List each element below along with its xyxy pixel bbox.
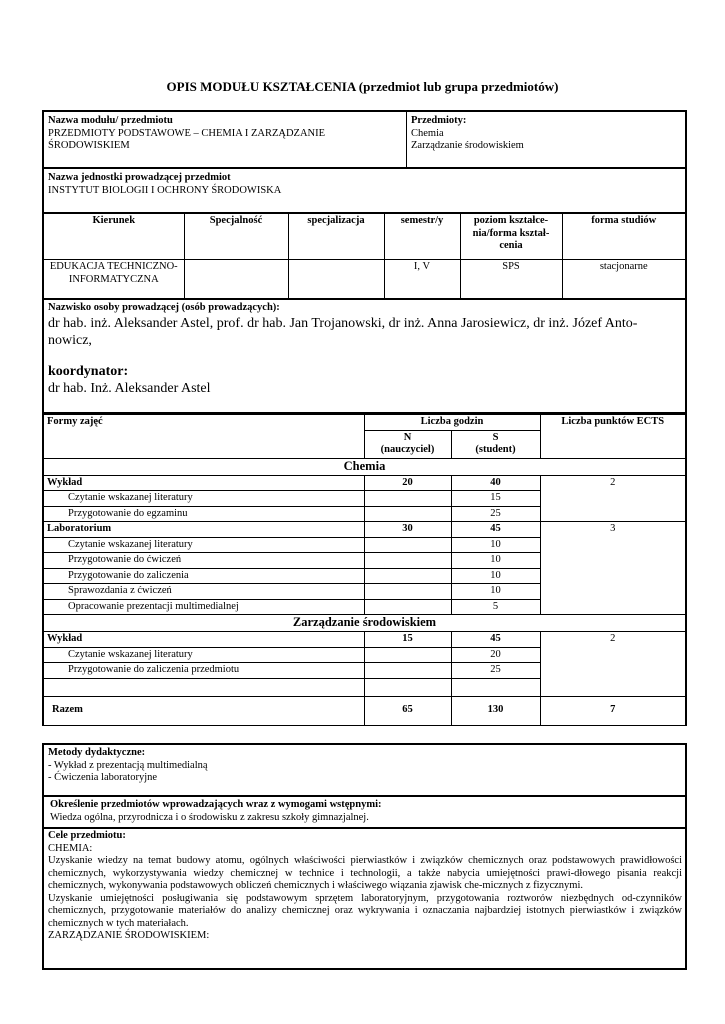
activity-hours: 10	[451, 537, 540, 553]
col-header-specjalnosc: Specjalność	[184, 214, 288, 260]
section-zarzadzanie: Zarządzanie środowiskiem	[44, 615, 685, 632]
row-wyklad-chem-s: 40	[451, 475, 540, 491]
activity-label: Przygotowanie do ćwiczeń	[44, 553, 364, 569]
program-table	[44, 213, 685, 300]
activity-hours: 25	[451, 663, 540, 679]
row-wyklad-chem-label: Wykład	[44, 475, 364, 491]
goals-paragraph-1: Uzyskanie wiedzy na temat budowy atomu, ogólnych właściwości pierwiastków i związków chemicznych oraz podstawowych prawidłowości chemicznych, wykorzystywania wiedzy chemicznej w technice i technologii, a także nabycia umiejętności prawi-dłowego pisania reakcji chemicznych, wykonywania podstawowych obliczeń chemicznych i właściwego wiązania zjawisk che-micznych z fizycznymi.	[48, 855, 682, 891]
row-lab-n: 30	[364, 522, 451, 538]
col-header-semestr: semestr/y	[384, 214, 460, 260]
lecturers-label: Nazwisko osoby prowadzącej (osób prowadzących):	[48, 302, 280, 313]
cell-forma: stacjonarne	[562, 260, 685, 300]
method-item: - Ćwiczenia laboratoryjne	[48, 772, 158, 783]
module-name-value-1: PRZEDMIOTY PODSTAWOWE – CHEMIA I ZARZĄDZANIE	[48, 127, 326, 139]
header-s: S (student)	[451, 430, 540, 458]
row-wyklad-env-ects: 2	[540, 632, 685, 697]
activity-hours: 10	[451, 553, 540, 569]
activity-hours: 20	[451, 647, 540, 663]
module-name-cell	[48, 115, 403, 153]
goals-chem-head: CHEMIA:	[48, 842, 93, 854]
cell-specjalnosc	[184, 260, 288, 300]
header-forms: Formy zajęć	[44, 415, 364, 459]
module-name-label: Nazwa modułu/ przedmiotu	[48, 115, 173, 126]
goals-env-head: ZARZĄDZANIE ŚRODOWISKIEM:	[48, 930, 210, 941]
activity-label: Czytanie wskazanej literatury	[44, 647, 364, 663]
unit-value: INSTYTUT BIOLOGII I OCHRONY ŚRODOWISKA	[48, 184, 282, 196]
module-block	[42, 110, 687, 169]
col-header-specjalizacja: specjalizacja	[288, 214, 384, 260]
goals-label: Cele przedmiotu:	[48, 830, 126, 841]
activity-label: Sprawozdania z ćwiczeń	[44, 584, 364, 600]
module-name-value-2: ŚRODOWISKIEM	[48, 140, 130, 151]
unit-block	[42, 169, 687, 212]
col-header-kierunek: Kierunek	[44, 214, 184, 260]
lecturers-block	[42, 298, 687, 412]
activity-hours: 10	[451, 584, 540, 600]
prereq-label: Określenie przedmiotów wprowadzających wraz z wymogami wstępnymi:	[50, 799, 382, 810]
row-wyklad-env-label: Wykład	[44, 632, 364, 648]
prereq-block	[42, 795, 687, 827]
goals-paragraph-2: Uzyskanie umiejętności posługiwania się podstawowym sprzętem laboratoryjnym, przygotowania roztworów niezbędnych od-czynników chemicznych, przygotowanie materiałów do analizy chemicznej oraz wykrywania i oznaczania najbardziej istotnych pierwiastków i związków chemicznych w tych materiałach.	[48, 892, 682, 929]
goals-block	[42, 827, 687, 970]
activity-label: Przygotowanie do egzaminu	[44, 506, 364, 522]
activity-label: Przygotowanie do zaliczenia przedmiotu	[44, 663, 364, 679]
lecturers-value: dr hab. inż. Aleksander Astel, prof. dr hab. Jan Trojanowski, dr inż. Anna Jarosiewicz, dr inż. Józef Anto-nowicz,	[48, 315, 638, 348]
coordinator-value: dr hab. Inż. Aleksander Astel	[48, 380, 211, 396]
activity-hours: 25	[451, 506, 540, 522]
subjects-label: Przedmioty:	[411, 115, 467, 126]
header-ects: Liczba punktów ECTS	[540, 415, 685, 459]
activity-hours: 10	[451, 568, 540, 584]
activity-hours: 15	[451, 491, 540, 507]
methods-block	[42, 743, 687, 795]
methods-label: Metody dydaktyczne:	[48, 747, 146, 758]
cell-kierunek: EDUKACJA TECHNICZNO-INFORMATYCZNA	[44, 260, 184, 300]
hours-table	[44, 414, 685, 726]
row-total-n: 65	[364, 696, 451, 725]
col-header-poziom: poziom kształce-nia/forma kształ-cenia	[460, 214, 562, 260]
cell-semestr: I, V	[384, 260, 460, 300]
section-chemia: Chemia	[44, 458, 685, 475]
row-lab-ects: 3	[540, 522, 685, 615]
header-hours: Liczba godzin	[364, 415, 540, 431]
row-total-s: 130	[451, 696, 540, 725]
coordinator-label: koordynator:	[48, 363, 129, 379]
unit-label: Nazwa jednostki prowadzącej przedmiot	[48, 172, 231, 183]
subject-item: Zarządzanie środowiskiem	[411, 140, 524, 151]
activity-label: Czytanie wskazanej literatury	[44, 491, 364, 507]
row-wyklad-chem-n: 20	[364, 475, 451, 491]
method-item: - Wykład z prezentacją multimedialną	[48, 759, 208, 771]
activity-label: Przygotowanie do zaliczenia	[44, 568, 364, 584]
program-table-wrap	[42, 212, 687, 300]
col-header-forma: forma studiów	[562, 214, 685, 260]
row-wyklad-env-n: 15	[364, 632, 451, 648]
cell-specjalizacja	[288, 260, 384, 300]
document-title: OPIS MODUŁU KSZTAŁCENIA (przedmiot lub grupa przedmiotów)	[166, 79, 559, 94]
hours-table-wrap	[42, 412, 687, 726]
activity-label: Opracowanie prezentacji multimedialnej	[44, 599, 364, 615]
row-lab-label: Laboratorium	[44, 522, 364, 538]
header-n: N (nauczyciel)	[364, 430, 451, 458]
prereq-value: Wiedza ogólna, przyrodnicza i o środowisku z zakresu szkoły gimnazjalnej.	[50, 811, 369, 823]
row-wyklad-env-s: 45	[451, 632, 540, 648]
row-wyklad-chem-ects: 2	[540, 475, 685, 522]
row-lab-s: 45	[451, 522, 540, 538]
subject-item: Chemia	[411, 127, 444, 139]
row-total-label: Razem	[44, 696, 364, 725]
cell-poziom: SPS	[460, 260, 562, 300]
row-total-ects: 7	[540, 696, 685, 725]
activity-label: Czytanie wskazanej literatury	[44, 537, 364, 553]
subjects-cell	[411, 115, 524, 153]
activity-hours: 5	[451, 599, 540, 615]
